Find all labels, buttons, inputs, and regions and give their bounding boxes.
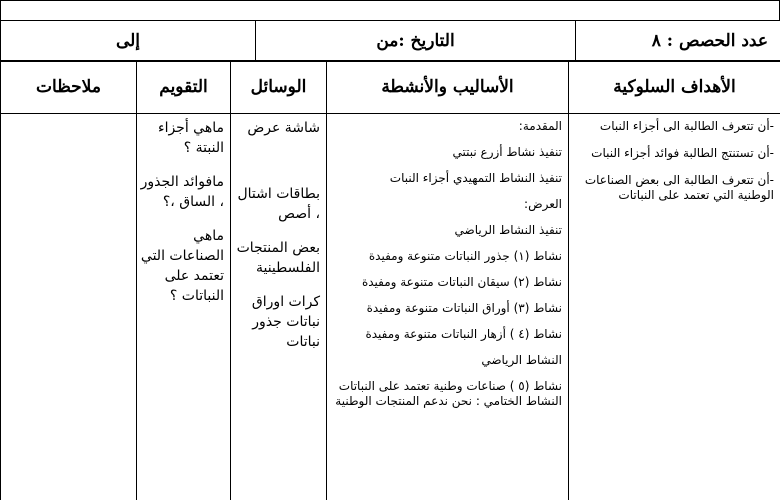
lesson-table-body	[1, 114, 780, 500]
evaluation-item: ماهي الصناعات التي تعتمد على النباتات ؟	[140, 228, 224, 304]
tools-cell	[231, 114, 327, 500]
activity-item: نشاط (٣) أوراق النباتات متنوعة ومفيدة	[366, 301, 562, 315]
activity-item: النشاط الرياضي	[481, 353, 562, 367]
col-methods-header: الأساليب والأنشطة	[327, 61, 569, 114]
date-from: التاريخ :من	[256, 21, 576, 62]
tool-item: بعض المنتجات الفلسطينية	[236, 240, 320, 276]
lesson-table-header	[1, 61, 780, 114]
sessions-count: عدد الحصص : ٨	[576, 21, 780, 62]
activity-item: تنفيذ النشاط الرياضي	[454, 223, 562, 237]
date-to: إلى	[1, 21, 256, 62]
activity-item: تنفيذ نشاط أزرع نبتتي	[452, 145, 562, 159]
evaluation-item: ماهي أجزاء النبتة ؟	[157, 120, 224, 156]
activities-cell	[327, 114, 569, 500]
objective-item: -أن تستنتج الطالبة فوائد أجزاء النبات	[591, 146, 774, 160]
activity-item: تنفيذ النشاط التمهيدي أجزاء النبات	[389, 171, 562, 185]
activity-item: نشاط (٥ ) صناعات وطنية تعتمد على النباتات	[338, 379, 562, 393]
tool-item: بطاقات اشتال ، أصص	[237, 186, 320, 222]
col-evaluation-header: التقويم	[137, 61, 231, 114]
objective-item: -أن تتعرف الطالبة الى بعض الصناعات الوطنية التي تعتمد على النباتات	[584, 173, 774, 202]
activity-item: العرض:	[524, 197, 562, 211]
objective-item: -أن تتعرف الطالبة الى أجزاء النبات	[599, 119, 774, 133]
evaluation-item: مافوائد الجذور ، الساق ،؟	[140, 174, 224, 210]
top-strip-cell	[1, 1, 780, 21]
col-tools-header: الوسائل	[231, 61, 327, 114]
notes-text	[1, 114, 136, 119]
activity-item: نشاط (٤ ) أزهار النباتات متنوعة ومفيدة	[365, 327, 562, 341]
info-row	[0, 20, 780, 62]
activity-item: النشاط الختامي : نحن ندعم المنتجات الوطنية	[335, 394, 562, 408]
tool-item: شاشة عرض	[247, 120, 320, 136]
notes-cell	[1, 114, 137, 500]
top-strip	[0, 0, 780, 21]
tool-item: كرات اوراق نباتات جذور نباتات	[251, 294, 320, 350]
col-notes-header: ملاحظات	[1, 61, 137, 114]
evaluation-cell	[137, 114, 231, 500]
col-objectives-header: الأهداف السلوكية	[569, 61, 780, 114]
objectives-cell	[569, 114, 780, 500]
activity-item: نشاط (٢) سيقان النباتات متنوعة ومفيدة	[361, 275, 562, 289]
activity-item: نشاط (١) جذور النباتات متنوعة ومفيدة	[368, 249, 562, 263]
lesson-table	[0, 60, 780, 500]
activity-item: المقدمة:	[518, 119, 562, 133]
